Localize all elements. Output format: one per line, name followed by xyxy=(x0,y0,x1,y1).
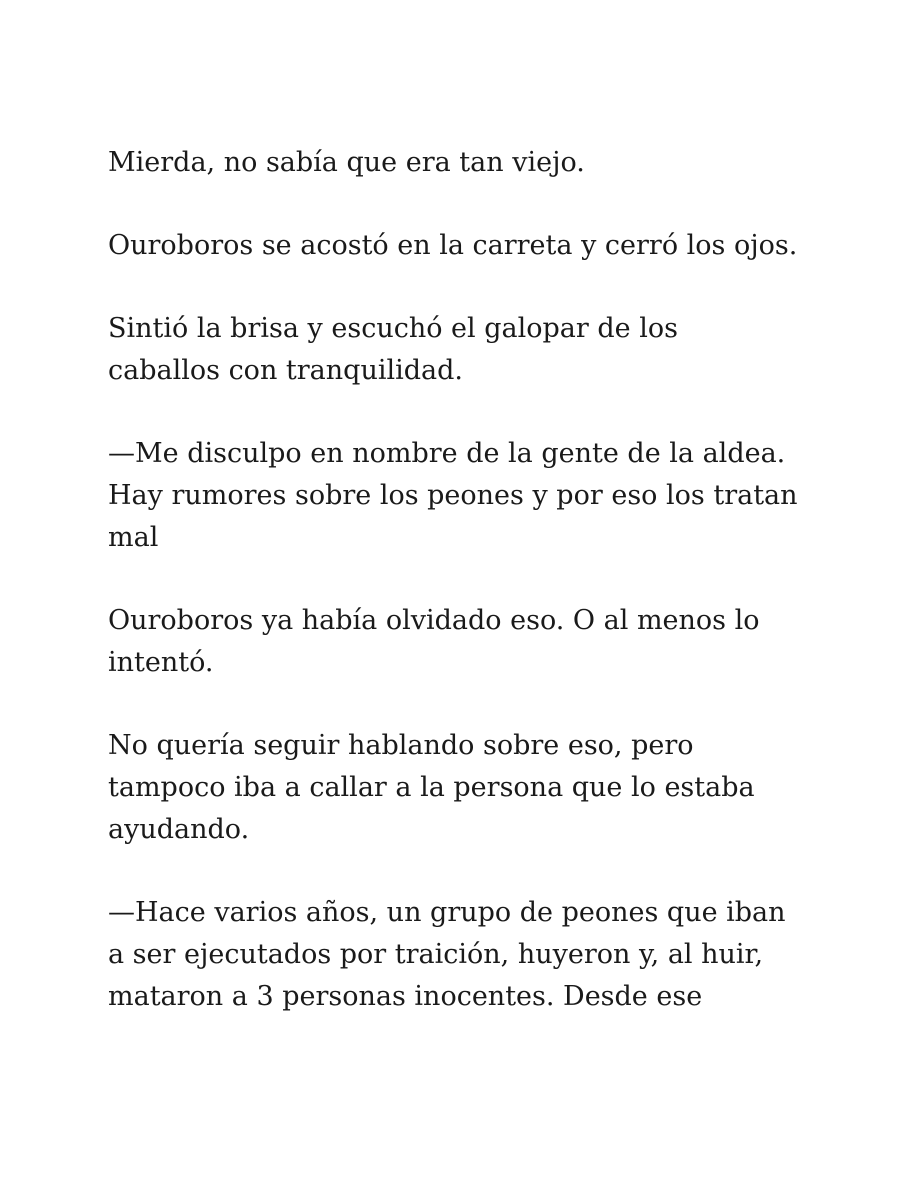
paragraph-7: —Hace varios años, un grupo de peones que iban a ser ejecutados por traición, huyeron y, al huir, mataron a 3 personas inocentes. Desde ese xyxy=(108,897,786,1012)
paragraph-3: Sintió la brisa y escuchó el galopar de los caballos con tranquilidad. xyxy=(108,313,678,386)
paragraph-4: —Me disculpo en nombre de la gente de la aldea. Hay rumores sobre los peones y por eso los tratan mal xyxy=(108,438,798,553)
paragraph-5: Ouroboros ya había olvidado eso. O al menos lo intentó. xyxy=(108,605,760,678)
paragraph-6: No quería seguir hablando sobre eso, pero tampoco iba a callar a la persona que lo estaba ayudando. xyxy=(108,730,755,845)
book-page-text xyxy=(108,142,798,1059)
paragraph-2: Ouroboros se acostó en la carreta y cerró los ojos. xyxy=(108,230,798,261)
paragraph-1: Mierda, no sabía que era tan viejo. xyxy=(108,147,585,178)
